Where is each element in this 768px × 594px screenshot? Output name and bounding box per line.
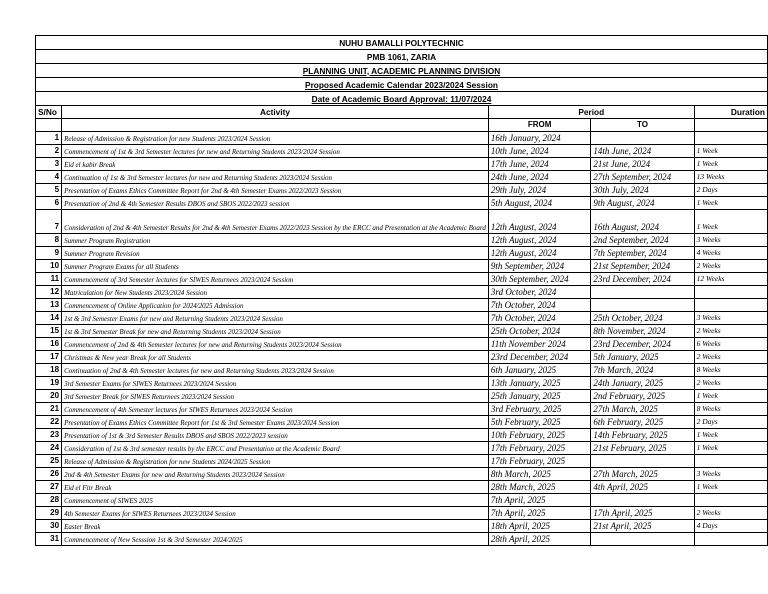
duration-cell: 13 Weeks bbox=[694, 171, 767, 184]
to-date-cell: 2nd February, 2025 bbox=[591, 390, 694, 403]
table-row bbox=[36, 468, 768, 481]
to-date-cell: 5th January, 2025 bbox=[591, 351, 694, 364]
from-date-cell: 28th April, 2025 bbox=[488, 533, 591, 546]
activity-cell: Consideration of 1st & 3rd semester results by the ERCC and Presentation at the Academic Board bbox=[62, 442, 489, 455]
duration-cell: 1 Week bbox=[694, 429, 767, 442]
activity-cell: Commencement of 1st & 3rd Semester lectures for new and Returning Students 2023/2024 Session bbox=[62, 145, 489, 158]
duration-cell bbox=[694, 132, 767, 145]
row-number: 15 bbox=[36, 325, 62, 338]
from-date-cell: 28th March, 2025 bbox=[488, 481, 591, 494]
table-row bbox=[36, 520, 768, 533]
from-date-cell: 5th August, 2024 bbox=[488, 197, 591, 210]
duration-cell: 3 Weeks bbox=[694, 312, 767, 325]
duration-cell: 2 Weeks bbox=[694, 351, 767, 364]
from-date-cell: 11th November 2024 bbox=[488, 338, 591, 351]
row-number: 9 bbox=[36, 247, 62, 260]
from-date-cell: 8th March, 2025 bbox=[488, 468, 591, 481]
from-date-cell: 7th April, 2025 bbox=[488, 507, 591, 520]
activity-cell: Christmas & New year Break for all Students bbox=[62, 351, 489, 364]
from-date-cell: 6th January, 2025 bbox=[488, 364, 591, 377]
table-row bbox=[36, 390, 768, 403]
row-number: 14 bbox=[36, 312, 62, 325]
table-row bbox=[36, 273, 768, 286]
table-row bbox=[36, 507, 768, 520]
row-number: 21 bbox=[36, 403, 62, 416]
duration-cell: 1 Week bbox=[694, 197, 767, 210]
from-date-cell: 10th June, 2024 bbox=[488, 145, 591, 158]
to-date-cell: 21st June, 2024 bbox=[591, 158, 694, 171]
to-date-cell: 16th August, 2024 bbox=[591, 210, 694, 234]
activity-cell: Matriculation for New Students 2023/2024 Session bbox=[62, 286, 489, 299]
row-number: 23 bbox=[36, 429, 62, 442]
row-number: 27 bbox=[36, 481, 62, 494]
row-number: 20 bbox=[36, 390, 62, 403]
to-date-cell: 27th September, 2024 bbox=[591, 171, 694, 184]
activity-cell: Summer Program Registration bbox=[62, 234, 489, 247]
from-date-cell: 29th July, 2024 bbox=[488, 184, 591, 197]
from-date-cell: 7th October, 2024 bbox=[488, 312, 591, 325]
duration-cell: 4 Days bbox=[694, 520, 767, 533]
table-row bbox=[36, 403, 768, 416]
from-date-cell: 12th August, 2024 bbox=[488, 247, 591, 260]
table-row bbox=[36, 442, 768, 455]
unit-name: PLANNING UNIT, ACADEMIC PLANNING DIVISION bbox=[302, 65, 501, 76]
activity-cell: Commencement of Online Application for 2024/2025 Admission bbox=[62, 299, 489, 312]
row-number: 26 bbox=[36, 468, 62, 481]
to-date-cell: 24th January, 2025 bbox=[591, 377, 694, 390]
row-number: 10 bbox=[36, 260, 62, 273]
from-date-cell: 12th August, 2024 bbox=[488, 210, 591, 234]
duration-cell bbox=[694, 286, 767, 299]
row-number: 30 bbox=[36, 520, 62, 533]
table-row bbox=[36, 325, 768, 338]
activity-cell: Presentation of Exams Ethics Committee Report for 1st & 3rd Semester Exams 2023/2024 Session bbox=[62, 416, 489, 429]
activity-cell: Eid el kabir Break bbox=[62, 158, 489, 171]
to-date-cell: 6th February, 2025 bbox=[591, 416, 694, 429]
duration-cell bbox=[694, 494, 767, 507]
duration-cell: 1 Week bbox=[694, 481, 767, 494]
duration-cell: 4 Weeks bbox=[694, 247, 767, 260]
to-date-cell: 7th September, 2024 bbox=[591, 247, 694, 260]
table-row bbox=[36, 416, 768, 429]
table-row bbox=[36, 260, 768, 273]
table-row bbox=[36, 197, 768, 210]
activity-cell: Commencement of 3rd Semester lectures for SIWES Returnees 2023/2024 Session bbox=[62, 273, 489, 286]
to-date-cell: 23rd December, 2024 bbox=[591, 273, 694, 286]
from-date-cell: 17th June, 2024 bbox=[488, 158, 591, 171]
from-date-cell: 10th February, 2025 bbox=[488, 429, 591, 442]
duration-header: Duration bbox=[694, 106, 767, 119]
duration-cell: 1 Week bbox=[694, 390, 767, 403]
row-number: 28 bbox=[36, 494, 62, 507]
from-date-cell: 9th September, 2024 bbox=[488, 260, 591, 273]
period-header: Period bbox=[488, 106, 694, 119]
to-date-cell: 21st February, 2025 bbox=[591, 442, 694, 455]
activity-cell: 2nd & 4th Semester Exams for new and Returning Students 2023/2024 Session bbox=[62, 468, 489, 481]
activity-cell: 1st & 3rd Semester Break for new and Returning Students 2023/2024 Session bbox=[62, 325, 489, 338]
duration-cell: 2 Days bbox=[694, 416, 767, 429]
row-number: 24 bbox=[36, 442, 62, 455]
duration-cell: 1 Week bbox=[694, 158, 767, 171]
activity-cell: Eid el Fitr Break bbox=[62, 481, 489, 494]
sno-header: S/No bbox=[36, 106, 62, 119]
table-row bbox=[36, 247, 768, 260]
duration-cell: 2 Weeks bbox=[694, 377, 767, 390]
from-date-cell: 13th January, 2025 bbox=[488, 377, 591, 390]
activity-cell: Summer Program Exams for all Students bbox=[62, 260, 489, 273]
to-date-cell: 27th March, 2025 bbox=[591, 468, 694, 481]
to-date-cell: 27th March, 2025 bbox=[591, 403, 694, 416]
activity-cell: Release of Admission & Registration for new Students 2023/2024 Session bbox=[62, 132, 489, 145]
row-number: 22 bbox=[36, 416, 62, 429]
activity-cell: Commencement of 2nd & 4th Semester lectures for new and Returning Students 2023/2024 Session bbox=[62, 338, 489, 351]
from-date-cell: 24th June, 2024 bbox=[488, 171, 591, 184]
to-date-cell: 14th June, 2024 bbox=[591, 145, 694, 158]
to-date-cell: 25th October, 2024 bbox=[591, 312, 694, 325]
from-date-cell: 30th September, 2024 bbox=[488, 273, 591, 286]
table-row bbox=[36, 494, 768, 507]
duration-cell: 2 Weeks bbox=[694, 260, 767, 273]
table-row bbox=[36, 533, 768, 546]
activity-cell: Continuation of 1st & 3rd Semester lectures for new and Returning Students 2023/2024 Session bbox=[62, 171, 489, 184]
activity-cell: Presentation of 1st & 3rd Semester Results DBOS and SBOS 2022/2023 session bbox=[62, 429, 489, 442]
table-row bbox=[36, 132, 768, 145]
duration-cell: 1 Week bbox=[694, 442, 767, 455]
row-number: 29 bbox=[36, 507, 62, 520]
approval-date: Date of Academic Board Approval: 11/07/2024 bbox=[311, 93, 492, 104]
activity-cell: Commencement of New Sesssion 1st & 3rd Semester 2024/2025 bbox=[62, 533, 489, 546]
from-date-cell: 17th February, 2025 bbox=[488, 442, 591, 455]
row-number: 18 bbox=[36, 364, 62, 377]
table-row bbox=[36, 455, 768, 468]
duration-cell bbox=[694, 533, 767, 546]
row-number: 5 bbox=[36, 184, 62, 197]
duration-cell: 2 Weeks bbox=[694, 507, 767, 520]
to-date-cell: 2nd September, 2024 bbox=[591, 234, 694, 247]
row-number: 19 bbox=[36, 377, 62, 390]
row-number: 2 bbox=[36, 145, 62, 158]
activity-cell: Release of Admission & Registration for new Students 2024/2025 Session bbox=[62, 455, 489, 468]
row-number: 12 bbox=[36, 286, 62, 299]
table-row bbox=[36, 312, 768, 325]
row-number: 4 bbox=[36, 171, 62, 184]
from-date-cell: 3rd October, 2024 bbox=[488, 286, 591, 299]
table-row bbox=[36, 234, 768, 247]
table-row bbox=[36, 145, 768, 158]
to-date-cell: 30th July, 2024 bbox=[591, 184, 694, 197]
duration-cell: 2 Weeks bbox=[694, 325, 767, 338]
to-date-cell bbox=[591, 132, 694, 145]
duration-cell: 3 Weeks bbox=[694, 468, 767, 481]
table-row bbox=[36, 481, 768, 494]
activity-cell: Consideration of 2nd & 4th Semester Results for 2nd & 4th Semester Exams 2022/2023 Session by the ERCC and Presentation at the Academic Board bbox=[62, 210, 489, 234]
row-number: 1 bbox=[36, 132, 62, 145]
activity-cell: Summer Program Revision bbox=[62, 247, 489, 260]
duration-cell: 6 Weeks bbox=[694, 338, 767, 351]
to-date-cell: 4th April, 2025 bbox=[591, 481, 694, 494]
from-date-cell: 7th April, 2025 bbox=[488, 494, 591, 507]
activity-cell: 3rd Semester Break for SIWES Returnees 2023/2024 Session bbox=[62, 390, 489, 403]
to-date-cell: 17th April, 2025 bbox=[591, 507, 694, 520]
duration-cell: 1 Week bbox=[694, 210, 767, 234]
row-number: 8 bbox=[36, 234, 62, 247]
from-header: FROM bbox=[488, 119, 591, 132]
to-date-cell bbox=[591, 286, 694, 299]
to-date-cell bbox=[591, 299, 694, 312]
table-row bbox=[36, 351, 768, 364]
table-row bbox=[36, 377, 768, 390]
row-number: 11 bbox=[36, 273, 62, 286]
table-row bbox=[36, 286, 768, 299]
from-date-cell: 25th October, 2024 bbox=[488, 325, 591, 338]
duration-cell: 2 Days bbox=[694, 184, 767, 197]
duration-cell: 1 Week bbox=[694, 145, 767, 158]
to-date-cell: 21st September, 2024 bbox=[591, 260, 694, 273]
to-date-cell: 23rd December, 2024 bbox=[591, 338, 694, 351]
calendar-title: Proposed Academic Calendar 2023/2024 Session bbox=[305, 79, 498, 90]
table-row bbox=[36, 299, 768, 312]
duration-cell bbox=[694, 455, 767, 468]
table-row bbox=[36, 210, 768, 234]
row-number: 3 bbox=[36, 158, 62, 171]
from-date-cell: 12th August, 2024 bbox=[488, 234, 591, 247]
academic-calendar-table bbox=[35, 35, 768, 546]
duration-cell bbox=[694, 299, 767, 312]
table-row bbox=[36, 429, 768, 442]
from-date-cell: 25th January, 2025 bbox=[488, 390, 591, 403]
from-date-cell: 23rd December, 2024 bbox=[488, 351, 591, 364]
activity-cell: 1st & 3rd Semester Exams for new and Returning Students 2023/2024 Session bbox=[62, 312, 489, 325]
table-row bbox=[36, 364, 768, 377]
row-number: 17 bbox=[36, 351, 62, 364]
from-date-cell: 17th February, 2025 bbox=[488, 455, 591, 468]
to-date-cell bbox=[591, 533, 694, 546]
institution-name: NUHU BAMALLI POLYTECHNIC bbox=[36, 36, 768, 50]
to-date-cell bbox=[591, 494, 694, 507]
activity-cell: Continuation of 2nd & 4th Semester lectures for new and Returning Students 2023/2024 Session bbox=[62, 364, 489, 377]
row-number: 13 bbox=[36, 299, 62, 312]
institution-address: PMB 1061, ZARIA bbox=[36, 50, 768, 64]
duration-cell: 8 Weeks bbox=[694, 364, 767, 377]
duration-cell: 12 Weeks bbox=[694, 273, 767, 286]
activity-cell: Commencement of 4th Semester lectures for SIWES Returnees 2023/2024 Session bbox=[62, 403, 489, 416]
to-header: TO bbox=[591, 119, 694, 132]
activity-cell: Presentation of 2nd & 4th Semester Results DBOS and SBOS 2022/2023 session bbox=[62, 197, 489, 210]
row-number: 16 bbox=[36, 338, 62, 351]
row-number: 6 bbox=[36, 197, 62, 210]
row-number: 7 bbox=[36, 210, 62, 234]
activity-cell: Commencement of SIWES 2025 bbox=[62, 494, 489, 507]
row-number: 31 bbox=[36, 533, 62, 546]
to-date-cell: 9th August, 2024 bbox=[591, 197, 694, 210]
activity-cell: Easter Break bbox=[62, 520, 489, 533]
duration-cell: 8 Weeks bbox=[694, 403, 767, 416]
to-date-cell: 14th February, 2025 bbox=[591, 429, 694, 442]
from-date-cell: 3rd February, 2025 bbox=[488, 403, 591, 416]
activity-header: Activity bbox=[62, 106, 489, 119]
table-row bbox=[36, 184, 768, 197]
row-number: 25 bbox=[36, 455, 62, 468]
activity-cell: 4th Semester Exams for SIWES Returnees 2023/2024 Session bbox=[62, 507, 489, 520]
to-date-cell bbox=[591, 455, 694, 468]
from-date-cell: 16th January, 2024 bbox=[488, 132, 591, 145]
from-date-cell: 18th April, 2025 bbox=[488, 520, 591, 533]
table-row bbox=[36, 158, 768, 171]
to-date-cell: 21st April, 2025 bbox=[591, 520, 694, 533]
to-date-cell: 7th March, 2024 bbox=[591, 364, 694, 377]
activity-cell: 3rd Semester Exams for SIWES Returnees 2023/2024 Session bbox=[62, 377, 489, 390]
from-date-cell: 7th October, 2024 bbox=[488, 299, 591, 312]
table-row bbox=[36, 338, 768, 351]
from-date-cell: 5th February, 2025 bbox=[488, 416, 591, 429]
to-date-cell: 8th November, 2024 bbox=[591, 325, 694, 338]
table-row bbox=[36, 171, 768, 184]
activity-cell: Presentation of Exams Ethics Committee Report for 2nd & 4th Semester Exams 2022/2023 Session bbox=[62, 184, 489, 197]
duration-cell: 3 Weeks bbox=[694, 234, 767, 247]
